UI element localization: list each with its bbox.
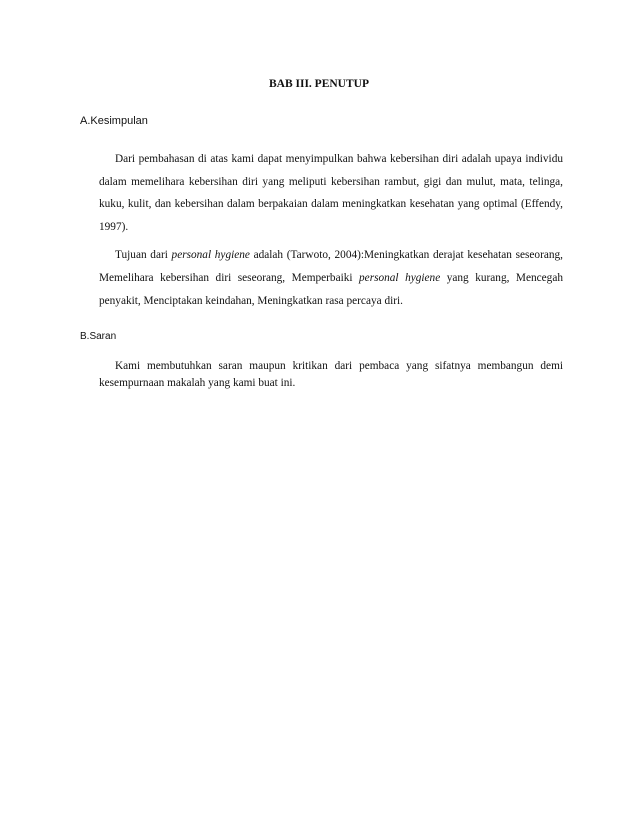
chapter-title: BAB III. PENUTUP xyxy=(268,78,369,90)
section-heading-saran: B.Saran xyxy=(80,331,117,342)
paragraph-saran: Kami membutuhkan saran maupun kritikan dari pembaca yang sifatnya membangun demi kesempurnaan makalah yang kami buat ini. xyxy=(99,360,563,389)
text-segment: yang kurang, Mencegah penyakit, Menciptakan keindahan, Meningkatkan rasa percaya diri. xyxy=(99,272,563,307)
text-segment: adalah (Tarwoto, 2004):Meningkatkan derajat kesehatan seseorang, Memelihara kebersihan diri seseorang, Memperbaiki xyxy=(99,249,563,284)
section-heading-kesimpulan: A.Kesimpulan xyxy=(80,115,148,127)
text-segment: Tujuan dari xyxy=(115,249,172,261)
paragraph-kesimpulan-2 xyxy=(99,244,563,313)
paragraph-kesimpulan-1: Dari pembahasan di atas kami dapat menyimpulkan bahwa kebersihan diri adalah upaya individu dalam memelihara kebersihan diri yang meliputi kebersihan rambut, gigi dan mulut, mata, telinga, kuku, kulit, dan kebersihan dalam berpakaian dalam meningkatkan kesehatan yang optimal (Effendy, 1997). xyxy=(99,153,563,234)
italic-term: personal hygiene xyxy=(171,249,250,261)
italic-term: personal hygiene xyxy=(359,272,441,284)
